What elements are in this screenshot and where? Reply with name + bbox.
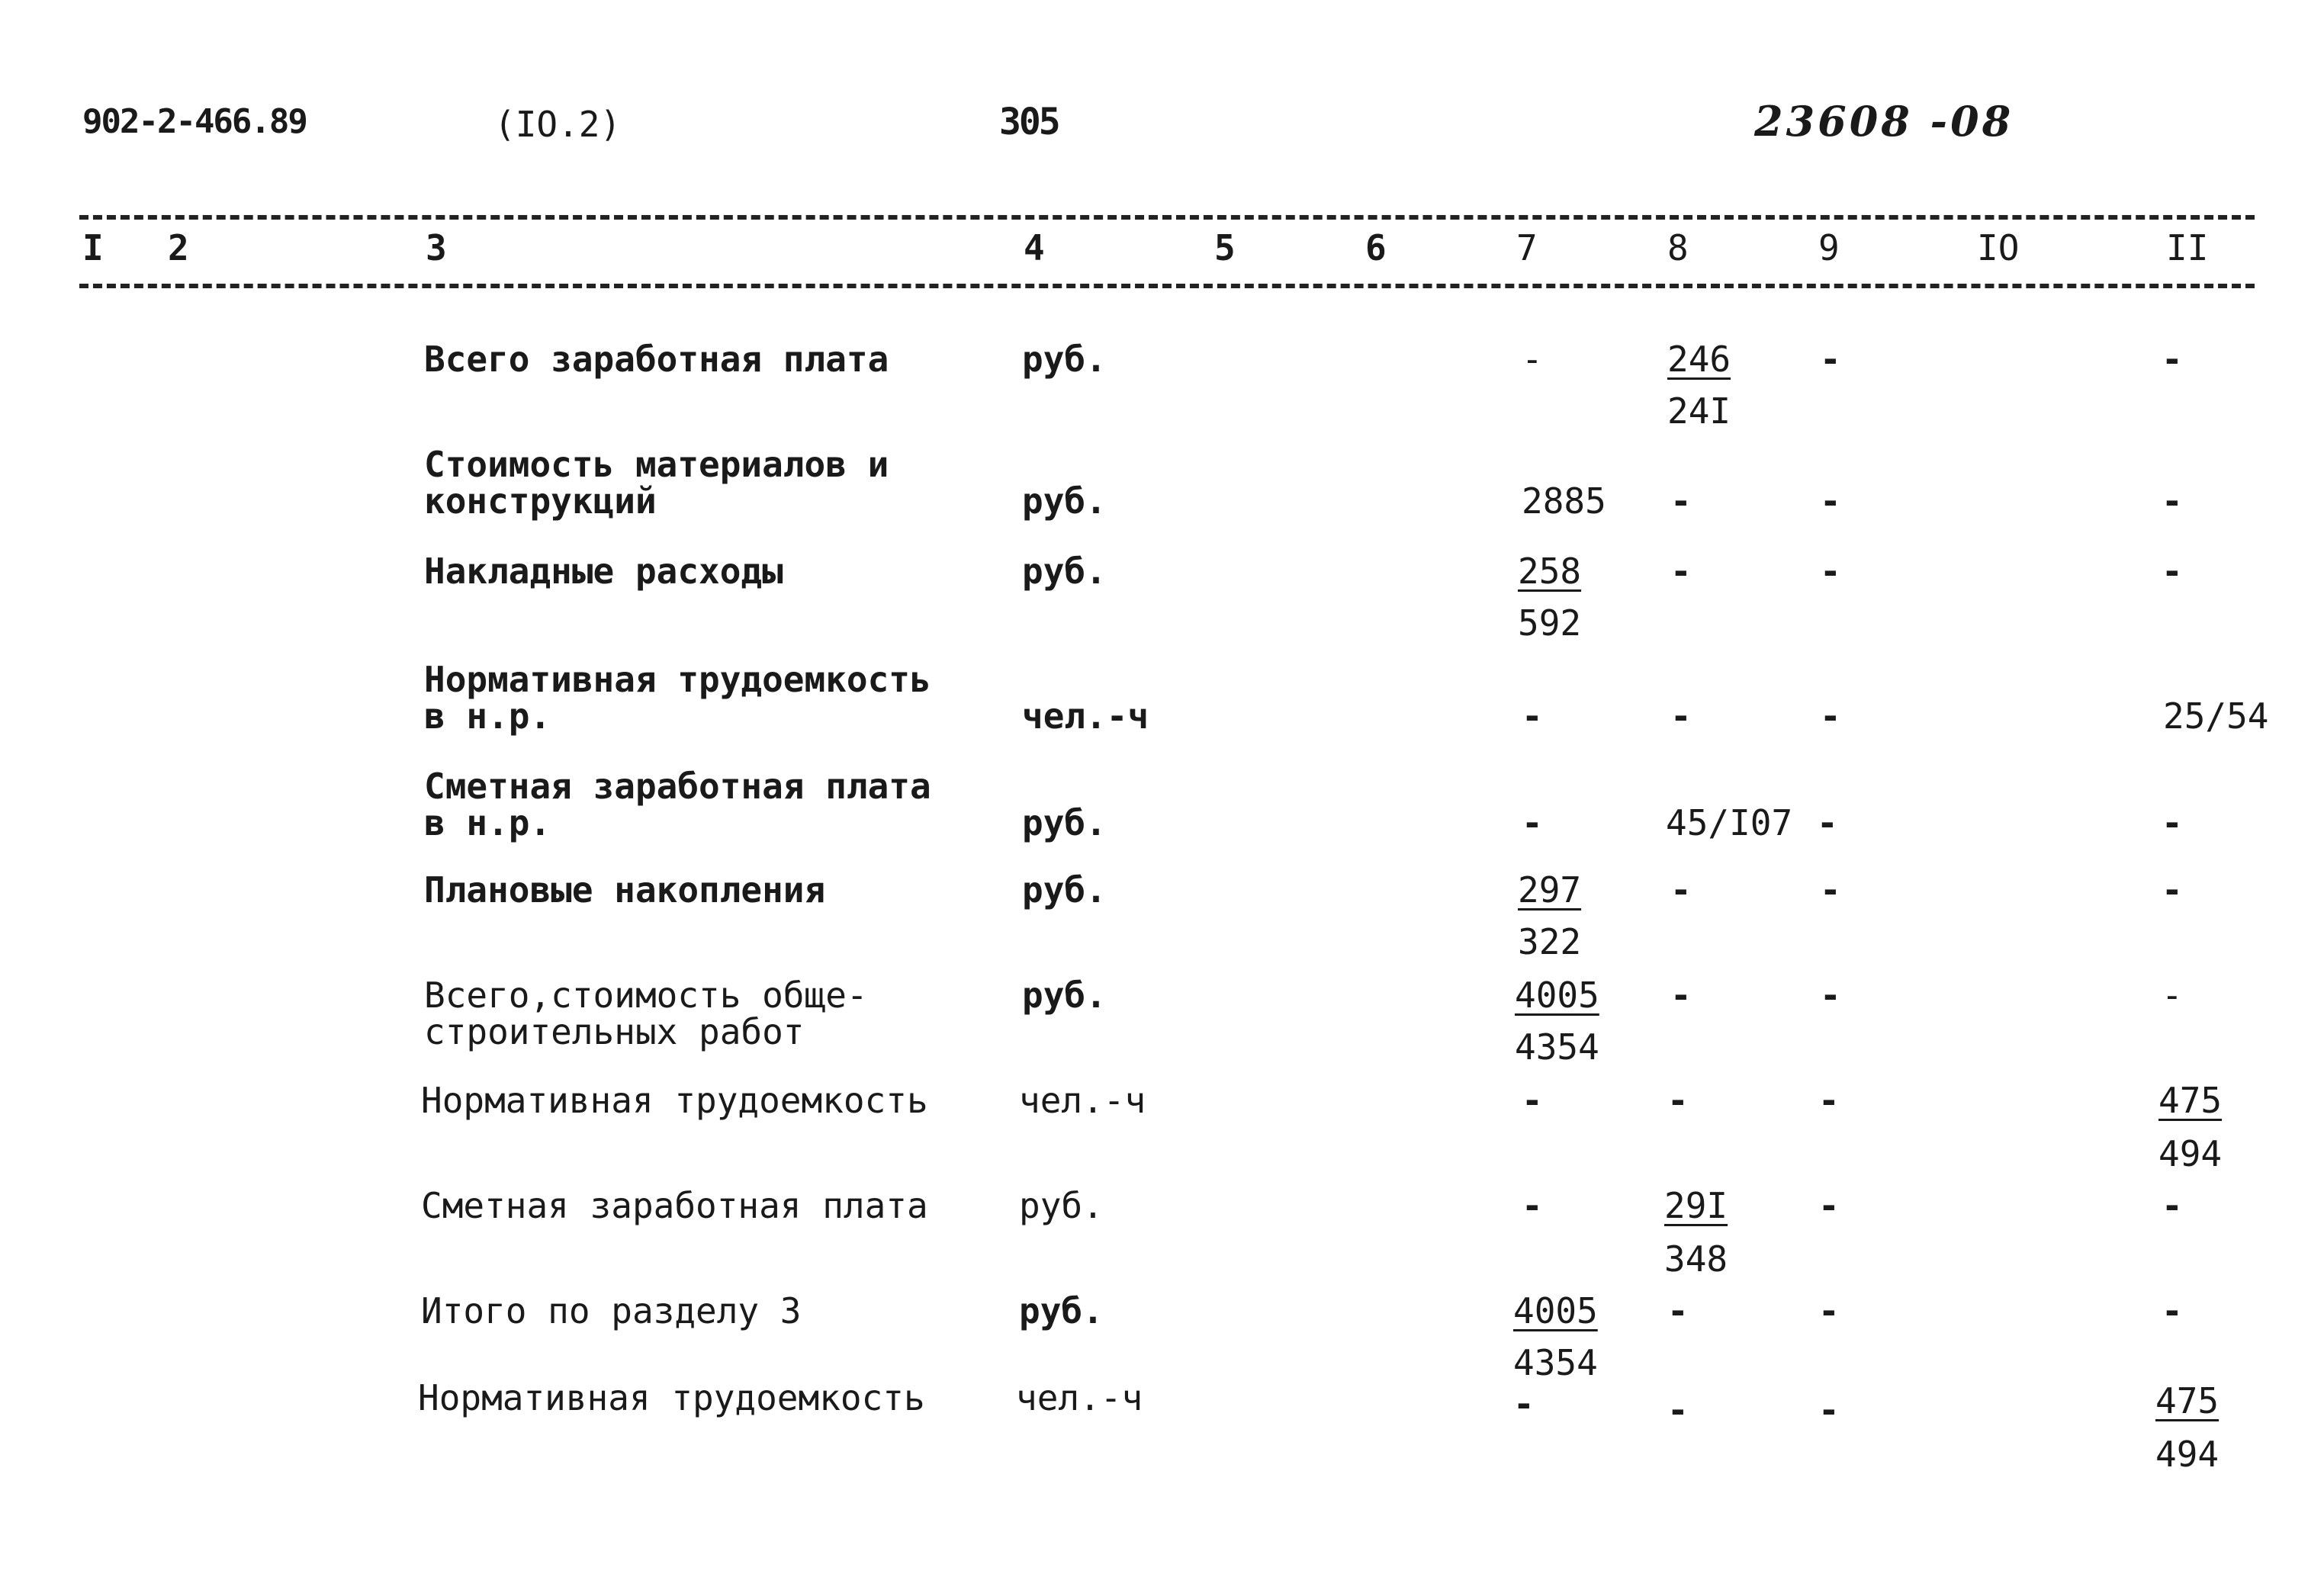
row-unit: чел.-ч [1019, 1080, 1146, 1121]
cell-col7: 2885 [1522, 480, 1606, 522]
cell-col7-second: 592 [1518, 602, 1582, 644]
cell-col7: 258 [1518, 551, 1582, 592]
column-label: I [82, 227, 104, 268]
cell-col11: 25/54 [2163, 695, 2269, 737]
cell-col9: - [1818, 1389, 1840, 1431]
row-unit: руб. [1019, 1185, 1104, 1226]
row-label-continued: в н.р. [424, 802, 551, 843]
cell-col9: - [1820, 695, 1841, 737]
cell-col11: - [2162, 1290, 2183, 1331]
cell-col11-second: 494 [2155, 1434, 2220, 1475]
header-bottom-rule [79, 284, 2255, 288]
cell-col9: - [1820, 975, 1841, 1016]
cell-col11: - [2162, 480, 2183, 522]
column-label: IO [1977, 227, 2020, 268]
cell-col9: - [1820, 480, 1841, 522]
row-label-continued: конструкций [424, 480, 657, 522]
column-label: 5 [1214, 227, 1236, 268]
column-label: 6 [1365, 227, 1387, 268]
row-label: Накладные расходы [424, 551, 783, 592]
cell-col11: - [2162, 339, 2183, 380]
row-label: Всего,стоимость обще- [424, 975, 868, 1016]
row-unit: руб. [1022, 869, 1107, 911]
column-label: II [2166, 227, 2209, 268]
row-unit: руб. [1022, 975, 1107, 1016]
row-unit: руб. [1022, 480, 1107, 522]
column-label: 4 [1024, 227, 1045, 268]
column-label: 9 [1818, 227, 1840, 268]
row-unit: руб. [1022, 802, 1107, 843]
row-label: Нормативная трудоемкость [418, 1377, 925, 1418]
header-top-rule [79, 215, 2255, 220]
cell-col8: 246 [1667, 339, 1731, 380]
row-unit: руб. [1022, 551, 1107, 592]
column-label: 2 [168, 227, 189, 268]
section-number: (IO.2) [494, 104, 622, 145]
cell-col7: - [1522, 1080, 1543, 1121]
row-label: Нормативная трудоемкость [424, 659, 931, 700]
cell-col7: - [1522, 339, 1543, 380]
cell-col8: - [1670, 975, 1692, 1016]
cell-col7: 297 [1518, 869, 1582, 911]
row-unit: чел.-ч [1022, 695, 1149, 737]
column-label: 7 [1516, 227, 1538, 268]
row-label-continued: строительных работ [424, 1011, 805, 1052]
cell-col11-second: 494 [2158, 1133, 2223, 1174]
cell-col8: 29I [1664, 1185, 1728, 1226]
cell-col7: - [1513, 1383, 1535, 1424]
row-unit: руб. [1019, 1290, 1104, 1331]
row-label: Стоимость материалов и [424, 444, 889, 485]
row-label: Плановые накопления [424, 869, 826, 911]
cell-col8: - [1670, 480, 1692, 522]
row-label: Сметная заработная плата [421, 1185, 928, 1226]
cell-col9: - [1818, 1080, 1840, 1121]
row-label-continued: в н.р. [424, 695, 551, 737]
cell-col8: - [1667, 1290, 1689, 1331]
cell-col7-second: 4354 [1513, 1342, 1598, 1383]
cell-col7: - [1522, 802, 1543, 843]
cell-col8: - [1667, 1080, 1689, 1121]
row-label: Сметная заработная плата [424, 766, 931, 807]
cell-col8: - [1670, 869, 1692, 911]
cell-col8: - [1667, 1389, 1689, 1431]
row-label: Всего заработная плата [424, 339, 889, 380]
row-unit: руб. [1022, 339, 1107, 380]
cell-col8: - [1670, 551, 1692, 592]
cell-col7: 4005 [1515, 975, 1599, 1016]
cell-col8-col7: - [1522, 1185, 1543, 1226]
row-label: Итого по разделу 3 [421, 1290, 802, 1331]
cell-col9: - [1818, 1185, 1840, 1226]
document-code: 902-2-466.89 [82, 102, 307, 141]
cell-col9: - [1818, 1290, 1840, 1331]
row-label: Нормативная трудоемкость [421, 1080, 928, 1121]
cell-col9: - [1820, 339, 1841, 380]
cell-col7: - [1522, 695, 1543, 737]
cell-col9: - [1820, 551, 1841, 592]
cell-col8: 45/I07 [1666, 802, 1793, 843]
column-label: 3 [426, 227, 447, 268]
cell-col7: 4005 [1513, 1290, 1598, 1331]
cell-col11: - [2162, 1185, 2183, 1226]
cell-col11: 475 [2158, 1080, 2223, 1121]
cell-col11: - [2162, 551, 2183, 592]
cell-col9: - [1817, 802, 1838, 843]
cell-col11: - [2162, 869, 2183, 911]
cell-col8-second: 24I [1667, 390, 1731, 432]
cell-col11: - [2162, 975, 2183, 1016]
cell-col11: 475 [2155, 1380, 2220, 1421]
cell-col7-second: 4354 [1515, 1026, 1599, 1068]
page-number: 305 [999, 101, 1059, 143]
row-unit: чел.-ч [1016, 1377, 1143, 1418]
cell-col9: - [1820, 869, 1841, 911]
cell-col7-second: 322 [1518, 921, 1582, 962]
cell-col8: - [1670, 695, 1692, 737]
cell-col11: - [2162, 802, 2183, 843]
column-label: 8 [1667, 227, 1689, 268]
sheet-code: 23608 -08 [1754, 97, 2014, 146]
cell-col8-second: 348 [1664, 1238, 1728, 1280]
